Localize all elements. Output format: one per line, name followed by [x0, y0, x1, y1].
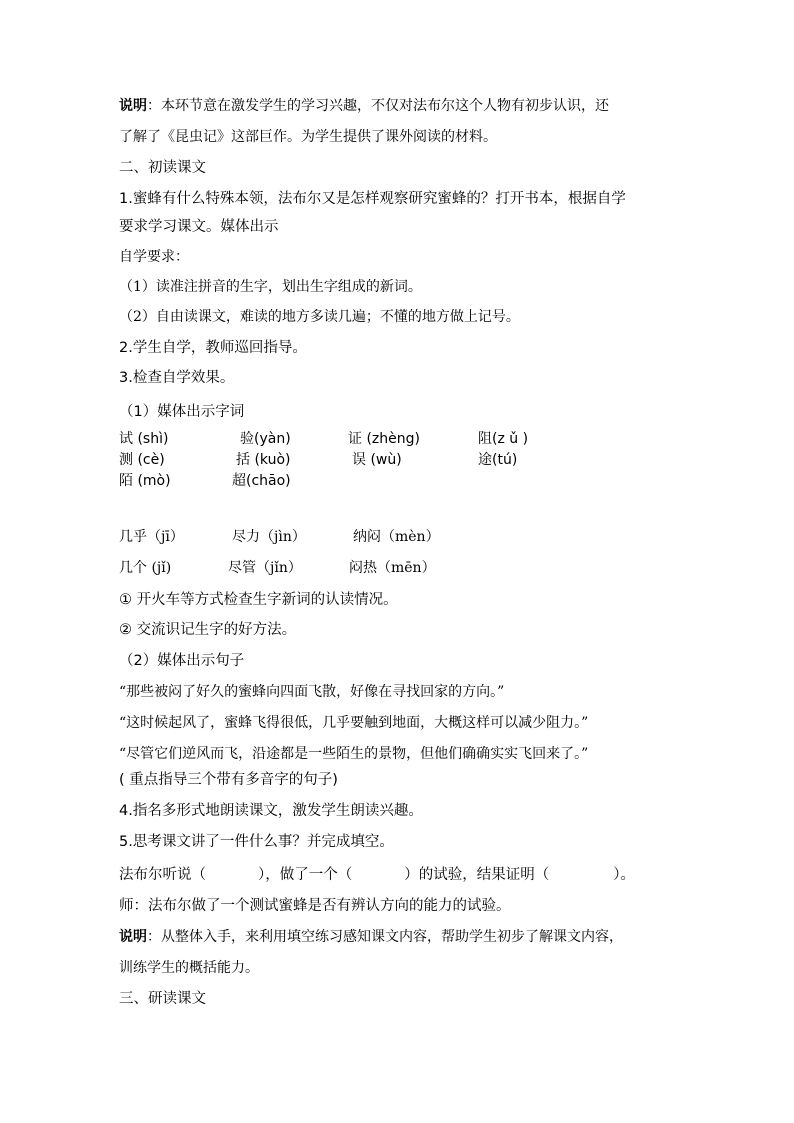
teacher-statement: 师：法布尔做了一个测试蜜蜂是否有辨认方向的能力的试验。 [119, 898, 511, 914]
words-section-title: （1）媒体出示字词 [119, 404, 245, 420]
sentence-item: “这时候起风了，蜜蜂飞得很低，几乎要触到地面，大概这样可以减少阻力。” [119, 715, 589, 731]
section-title-initial-reading: 二、初读课文 [119, 160, 206, 176]
step-4: 4.指名多形式地朗读课文，激发学生朗读兴趣。 [119, 803, 423, 819]
sentences-hint: ( 重点指导三个带有多音字的句子) [119, 772, 338, 788]
sentence-item: “尽管它们逆风而飞，沿途都是一些陌生的景物，但他们确确实实飞回来了。” [119, 746, 589, 762]
note-2-line-2: 训练学生的概括能力。 [119, 960, 259, 976]
note-1-line-2: 了解了《昆虫记》这部巨作。为学生提供了课外阅读的材料。 [119, 129, 497, 145]
method-item: ② 交流识记生字的好方法。 [119, 622, 297, 638]
fill-text: ）的试验，结果证明（ [404, 867, 550, 883]
note-label: 说明 [119, 929, 147, 945]
note-2-line-1 [119, 927, 623, 947]
step-5: 5.思考课文讲了一件什么事？并完成填空。 [119, 834, 394, 850]
step-1-line-1: 1.蜜蜂有什么特殊本领，法布尔又是怎样观察研究蜜蜂的？打开书本，根据自学 [119, 191, 626, 207]
step-1-line-2: 要求学习课文。媒体出示 [119, 219, 279, 235]
word-cell: 误 (wù) [352, 452, 402, 468]
word-cell: 测 (cè) [119, 452, 165, 468]
sentence-item: “那些被闷了好久的蜜蜂向四面飞散，好像在寻找回家的方向。” [119, 684, 505, 700]
polyphone-cell: 尽管（jǐn） [228, 560, 302, 576]
polyphone-cell: 尽力（jìn） [232, 529, 306, 545]
polyphone-cell: 几乎（jī） [119, 529, 184, 545]
word-cell: 验(yàn) [240, 431, 291, 447]
word-cell: 证 (zhèng) [348, 431, 420, 447]
word-cell: 超(chāo) [232, 473, 291, 489]
word-cell: 途(tú) [478, 452, 518, 468]
fill-in-blank-sentence [119, 865, 635, 885]
note-text: ：本环节意在激发学生的学习兴趣，不仅对法布尔这个人物有初步认识，还 [147, 98, 609, 114]
polyphone-cell: 闷热（mēn） [349, 560, 436, 576]
requirements-title: 自学要求： [119, 249, 189, 265]
method-item: ① 开火车等方式检查生字新词的认读情况。 [119, 592, 398, 608]
note-1-line-1 [119, 96, 609, 116]
sentences-section-title: （2）媒体出示句子 [119, 653, 245, 669]
polyphone-cell: 纳闷（mèn） [353, 529, 440, 545]
requirement-item: （2）自由读课文，难读的地方多读几遍；不懂的地方做上记号。 [119, 309, 520, 325]
note-label: 说明 [119, 98, 147, 114]
word-cell: 阻(z ǔ ) [478, 431, 529, 447]
fill-text: 法布尔听说（ [119, 867, 206, 883]
word-cell: 括 (kuò) [236, 452, 291, 468]
word-cell: 试 (shì) [119, 431, 169, 447]
word-cell: 陌 (mò) [119, 473, 171, 489]
polyphone-cell: 几个 (jǐ) [119, 560, 172, 576]
fill-text: ），做了一个（ [258, 867, 353, 883]
step-3: 3.检查自学效果。 [119, 370, 235, 386]
section-title-study-reading: 三、研读课文 [119, 991, 206, 1007]
step-2: 2.学生自学，教师巡回指导。 [119, 340, 307, 356]
note-text: ：从整体入手，来利用填空练习感知课文内容，帮助学生初步了解课文内容， [147, 929, 623, 945]
fill-text: ）。 [613, 867, 635, 883]
requirement-item: （1）读准注拼音的生字，划出生字组成的新词。 [119, 279, 422, 295]
